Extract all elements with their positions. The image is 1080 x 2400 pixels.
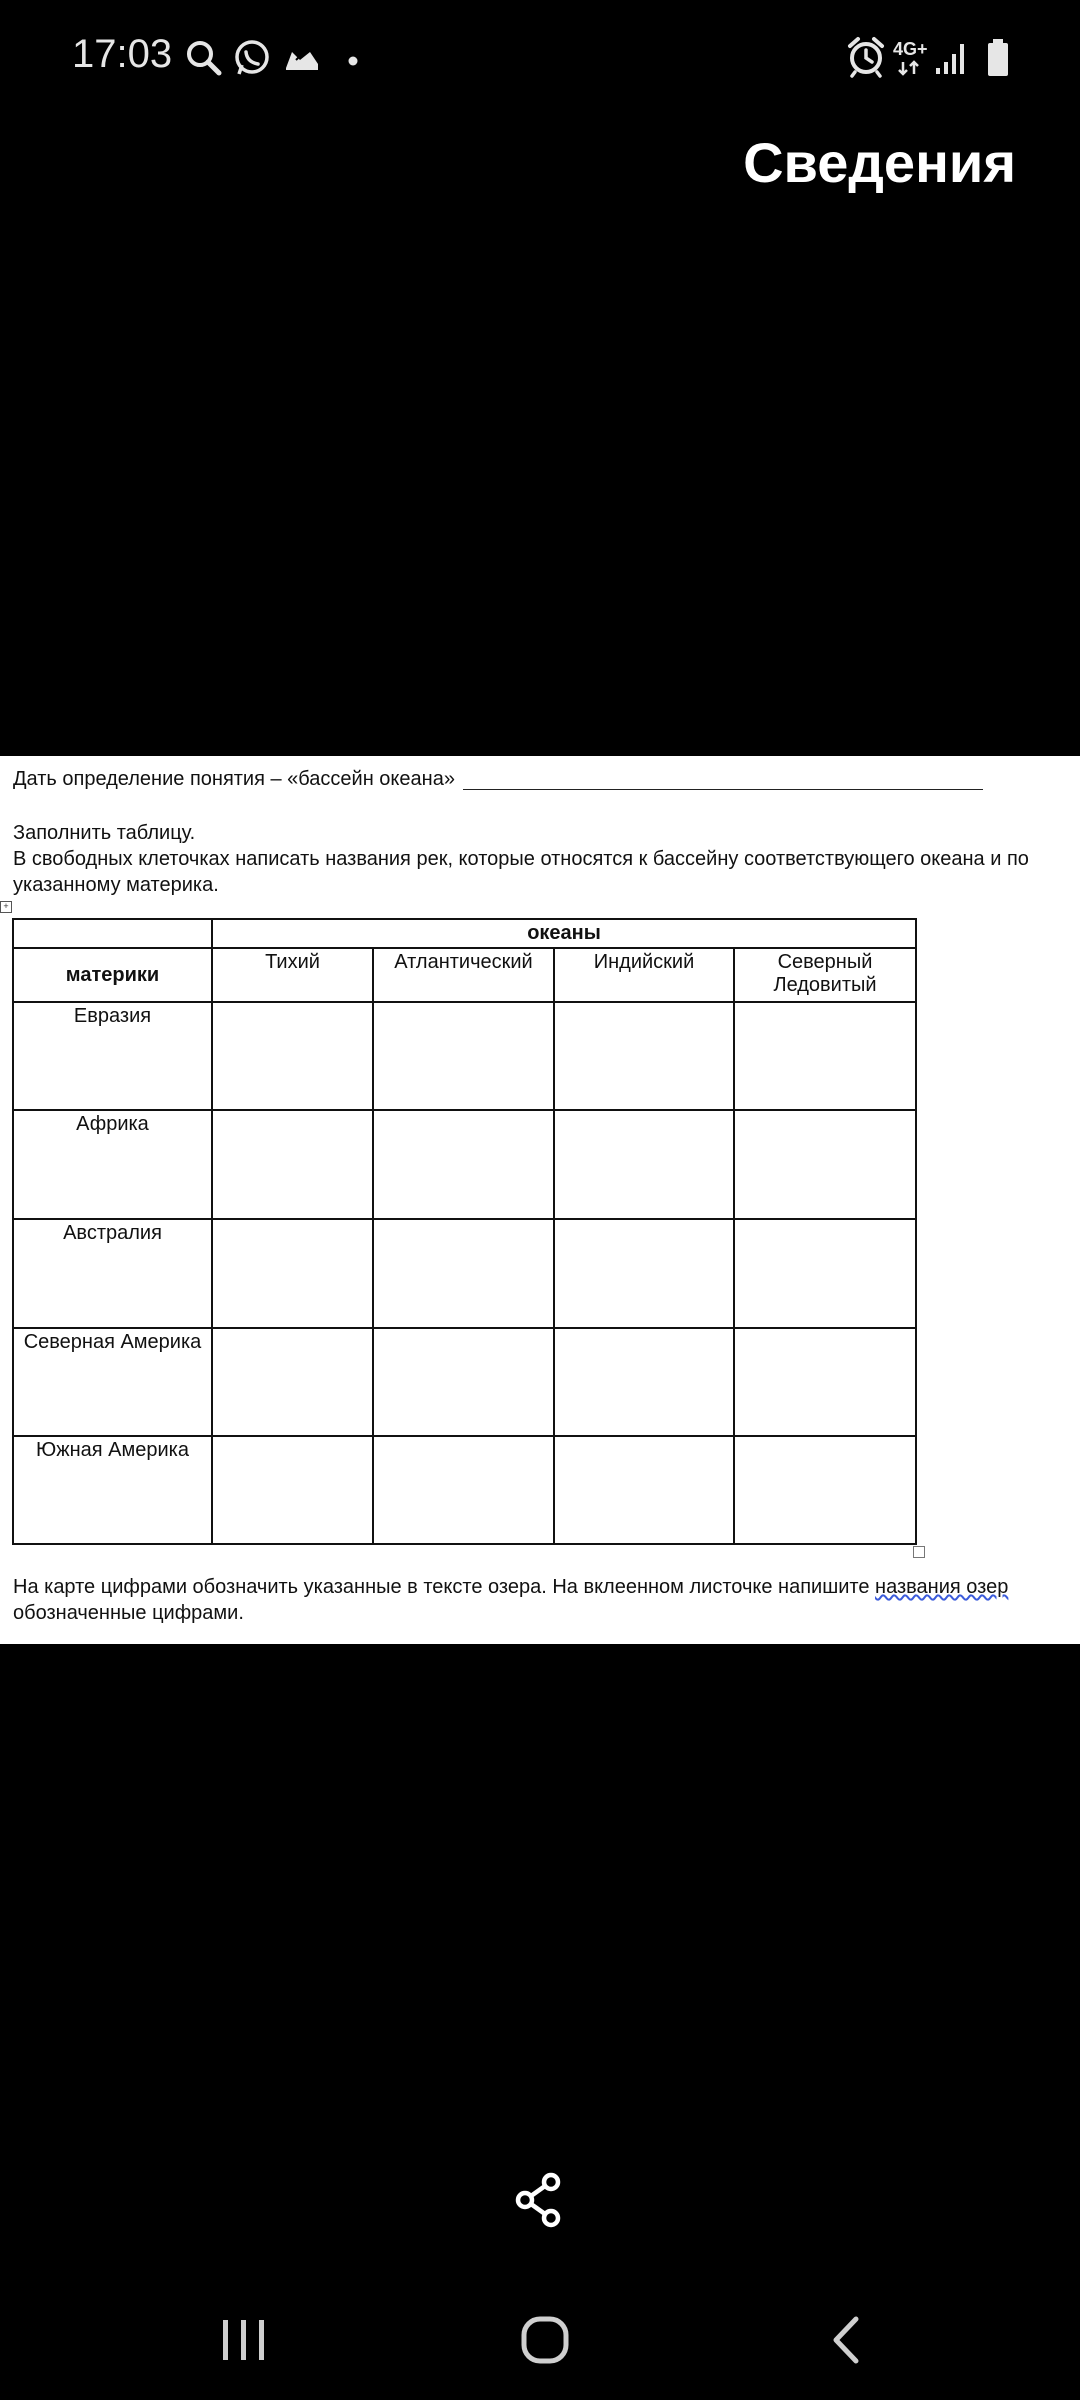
dot-icon [348, 53, 358, 71]
table-group-header-row [13, 919, 916, 948]
back-button[interactable] [822, 2315, 878, 2370]
table-cell [373, 1110, 554, 1219]
battery-icon [986, 38, 1010, 83]
network-type: 4G+ [893, 39, 928, 59]
column-header: Индийский [554, 948, 734, 1002]
network-arrows-icon [897, 60, 921, 81]
back-icon [822, 2315, 878, 2365]
status-bar [0, 0, 1080, 120]
whatsapp-icon [232, 38, 272, 83]
row-header: Южная Америка [13, 1436, 212, 1544]
table-cell [734, 1436, 916, 1544]
table-header-row [13, 948, 916, 1002]
table-row [13, 1002, 916, 1110]
rivers-table [12, 918, 917, 1545]
table-cell [554, 1219, 734, 1328]
table-cell [212, 1328, 373, 1436]
row-header: Северная Америка [13, 1328, 212, 1436]
definition-line [13, 768, 455, 791]
table-row [13, 1328, 916, 1436]
alarm-icon [846, 34, 886, 83]
home-button[interactable] [518, 2315, 574, 2370]
shoe-icon [282, 38, 322, 83]
search-icon [184, 38, 224, 83]
status-time: 17:03 [72, 32, 173, 76]
table-cell [373, 1219, 554, 1328]
column-header: Северный Ледовитый [734, 948, 916, 1002]
table-cell [554, 1110, 734, 1219]
table-row [13, 1436, 916, 1544]
table-cell [373, 1002, 554, 1110]
table-cell [734, 1110, 916, 1219]
table-row [13, 1219, 916, 1328]
table-cell [212, 1436, 373, 1544]
table-cell [212, 1002, 373, 1110]
home-icon [518, 2315, 574, 2365]
document-image[interactable] [0, 756, 1080, 1644]
row-header: Евразия [13, 1002, 212, 1110]
table-move-icon: + [0, 901, 12, 913]
share-button[interactable] [515, 2172, 565, 2228]
table-resize-handle [913, 1546, 925, 1558]
row-header: Африка [13, 1110, 212, 1219]
table-cell [212, 1110, 373, 1219]
table-cell [734, 1002, 916, 1110]
page-title: Сведения [743, 131, 1016, 194]
instruction-line-2: указанному материка. [13, 874, 219, 896]
continents-header: материки [13, 948, 212, 1002]
table-cell [734, 1219, 916, 1328]
column-header: Атлантический [373, 948, 554, 1002]
table-cell [212, 1219, 373, 1328]
footer-line-2: обозначенные цифрами. [13, 1602, 244, 1624]
recent-apps-button[interactable] [216, 2315, 272, 2370]
table-corner-cell [13, 919, 212, 948]
table-cell [554, 1436, 734, 1544]
recent-apps-icon [216, 2315, 272, 2365]
footer-line [13, 1576, 1008, 1599]
oceans-header: океаны [212, 919, 916, 948]
column-header: Тихий [212, 948, 373, 1002]
definition-text: Дать определение понятия – «бассейн океана» [13, 768, 455, 790]
table-row [13, 1110, 916, 1219]
table-cell [554, 1328, 734, 1436]
table-cell [373, 1436, 554, 1544]
answer-blank [463, 789, 983, 790]
table-cell [734, 1328, 916, 1436]
task-line: Заполнить таблицу. [13, 822, 196, 844]
table-cell [373, 1328, 554, 1436]
share-icon [515, 2172, 565, 2228]
spellcheck-word: названия озер [875, 1576, 1009, 1598]
row-header: Австралия [13, 1219, 212, 1328]
footer-text: На карте цифрами обозначить указанные в тексте озера. На вклеенном листочке напишите [13, 1576, 876, 1598]
table-cell [554, 1002, 734, 1110]
signal-icon [935, 40, 967, 81]
instruction-line: В свободных клеточках написать названия рек, которые относятся к бассейну соответствующего океана и по [13, 848, 1029, 870]
